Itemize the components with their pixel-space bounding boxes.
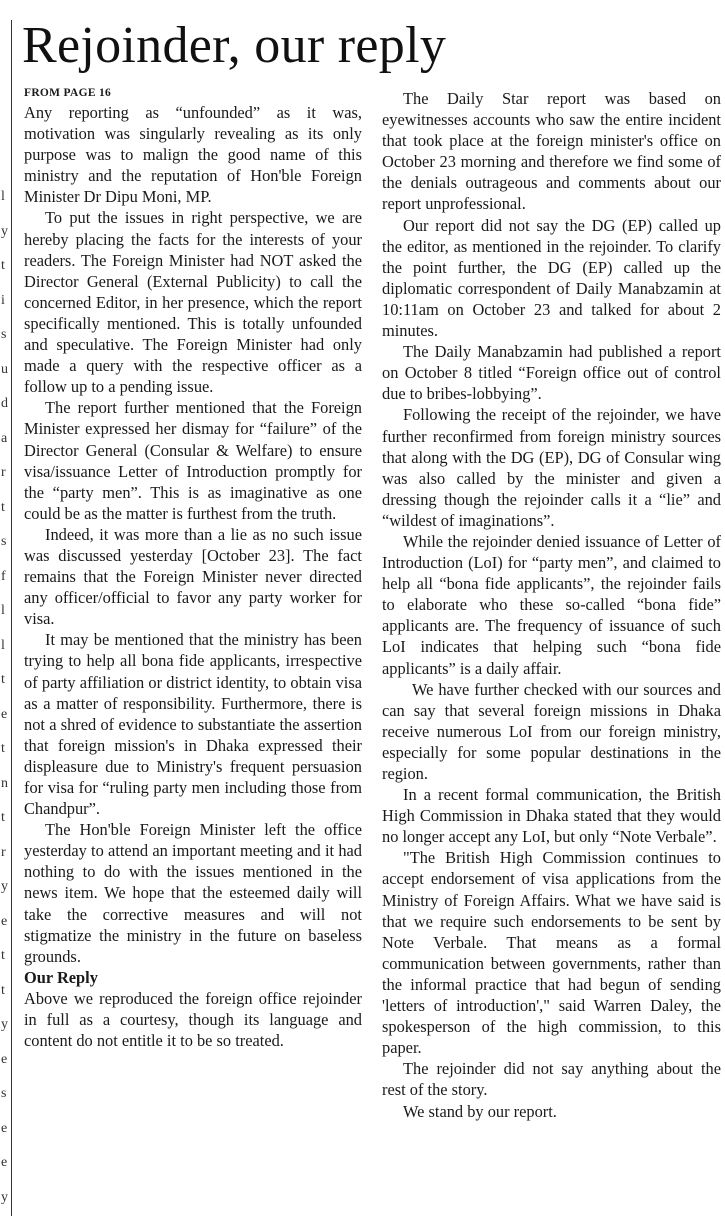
kicker: FROM PAGE 16 bbox=[24, 87, 112, 99]
column-rule bbox=[11, 20, 12, 1216]
gutter-fragment: n bbox=[1, 775, 8, 791]
gutter-fragment: l bbox=[1, 189, 5, 204]
gutter-fragment: s bbox=[1, 327, 7, 342]
gutter-fragment: t bbox=[1, 499, 5, 515]
right-paragraph-1: The Daily Star report was based on eyewitnesses accounts who saw the entire incident that took place at the foreign minister's office on October 23 morning and therefore we find some of the denials outrageous and comments about our report unprofessional. bbox=[382, 89, 721, 214]
left-paragraph-6: The Hon'ble Foreign Minister left the office yesterday to attend an important meeting and it had nothing to do with the issues mentioned in the news item. We hope that the esteemed daily will take the corrective measures and will not stigmatize the ministry in the future on baseless grounds. bbox=[24, 820, 362, 966]
gutter-fragment: s bbox=[1, 1086, 7, 1101]
right-paragraph-5: While the rejoinder denied issuance of Letter of Introduction (LoI) for “party men”, and claimed to help all “bona fide applicants”, the rejoinder fails to elaborate who these so-called “bona fide” applicants are. The frequency of issuance of such LoI indicates that helping such “bona fide applicants” is a daily affair. bbox=[382, 531, 721, 678]
right-paragraph-8: "The British High Commission continues to accept endorsement of visa applications from the Ministry of Foreign Affairs. What we have said is that we require such endorsements to be sent by Note Verbale. That means as a formal communication between governments, rather than the informal practice that had begun of sending 'letters of introduction'," said Warren Daley, the spokesperson of the high commission, to this paper. bbox=[382, 848, 721, 1058]
right-column bbox=[382, 88, 721, 1122]
right-paragraph-4: Following the receipt of the rejoinder, we have further reconfirmed from foreign ministry sources that along with the DG (EP), DG of Consular wing was also called by the minister and given a dressing though the rejoinder calls it a “lie” and “wildest of imaginations”. bbox=[382, 405, 721, 530]
gutter-fragment: s bbox=[1, 534, 7, 549]
gutter-fragment: t bbox=[1, 948, 5, 963]
gutter-fragment: e bbox=[1, 1120, 8, 1136]
left-gutter bbox=[0, 0, 13, 1216]
gutter-fragment: e bbox=[1, 1051, 8, 1067]
gutter-fragment: a bbox=[1, 430, 8, 446]
right-paragraph-9: The rejoinder did not say anything about the rest of the story. bbox=[382, 1059, 721, 1100]
gutter-fragment: t bbox=[1, 982, 5, 998]
headline: Rejoinder, our reply bbox=[22, 17, 447, 74]
right-paragraph-7: In a recent formal communication, the British High Commission in Dhaka stated that they would no longer accept any LoI, but only “Note Verbale”. bbox=[382, 785, 721, 847]
right-paragraph-6: We have further checked with our sources and can say that several foreign missions in Dhaka receive numerous LoI from our foreign ministry, especially for some popular destinations in the region. bbox=[382, 679, 721, 783]
gutter-fragment: u bbox=[1, 361, 8, 377]
gutter-fragment: f bbox=[1, 568, 6, 584]
gutter-fragment: e bbox=[1, 706, 8, 722]
left-closing-paragraph: Above we reproduced the foreign office rejoinder in full as a courtesy, though its language and content do not entitle it to be so treated. bbox=[24, 988, 362, 1051]
left-column bbox=[24, 86, 362, 1051]
gutter-fragment: y bbox=[1, 223, 8, 239]
gutter-fragment: t bbox=[1, 672, 5, 687]
gutter-fragment: d bbox=[1, 396, 8, 411]
gutter-fragment: i bbox=[1, 292, 5, 308]
gutter-fragment: t bbox=[1, 741, 5, 756]
right-paragraph-10: We stand by our report. bbox=[403, 1101, 557, 1121]
gutter-fragment: y bbox=[1, 1189, 8, 1205]
gutter-fragment: t bbox=[1, 258, 5, 273]
gutter-fragment: r bbox=[1, 844, 6, 860]
right-paragraph-3: The Daily Manabzamin had published a report on October 8 titled “Foreign office out of control due to bribes-lobbying”. bbox=[382, 342, 721, 404]
left-paragraph-1: Any reporting as “unfounded” as it was, motivation was singularly revealing as its only purpose was to malign the good name of this ministry and the reputation of Hon'ble Foreign Minister Dr Dipu Moni, MP. bbox=[24, 103, 362, 207]
right-paragraph-2: Our report did not say the DG (EP) called up the editor, as mentioned in the rejoinder. To clarify the point further, the DG (EP) called up the diplomatic correspondent of Daily Manabzamin at 10:11am on October 23 and talked for about 2 minutes. bbox=[382, 215, 721, 341]
gutter-fragment: e bbox=[1, 913, 8, 929]
gutter-fragment: r bbox=[1, 465, 6, 480]
gutter-fragment: e bbox=[1, 1155, 8, 1170]
gutter-fragment: y bbox=[1, 1017, 8, 1032]
subheading-our-reply: Our Reply bbox=[24, 967, 98, 987]
gutter-fragment: l bbox=[1, 603, 5, 618]
left-paragraph-5: It may be mentioned that the ministry has been trying to help all bona fide applicants, irrespective of party affiliation or district identity, to obtain visa as a matter of responsibility. Furthermore, there is not a shred of evidence to substantiate the assertion that foreign mission's in Dhaka expressed their displeasure due to Ministry's frequent persuasion for visa for “ruling party men including those from Chandpur”. bbox=[24, 630, 362, 819]
gutter-fragment: l bbox=[1, 637, 5, 653]
left-paragraph-2: To put the issues in right perspective, we are hereby placing the facts for the interests of your readers. The Foreign Minister had NOT asked the Director General (External Publicity) to call the concerned Editor, in her presence, which the report specifically mentioned. This is totally unfounded and speculative. The Foreign Minister had only made a query with the respective officer as a follow up to a pending issue. bbox=[24, 208, 362, 397]
gutter-fragment: t bbox=[1, 810, 5, 825]
left-paragraph-4: Indeed, it was more than a lie as no such issue was discussed yesterday [October 23]. The fact remains that the Foreign Minister never directed any officer/official to favor any party worker for visa. bbox=[24, 524, 362, 629]
gutter-fragment: y bbox=[1, 879, 8, 894]
left-paragraph-3: The report further mentioned that the Foreign Minister expressed her dismay for “failure” of the Director General (Consular & Welfare) to ensure visa/issuance Letter of Introduction promptly for the “party men”. This is as imaginative as one could be as the matter is furthest from the truth. bbox=[24, 398, 362, 523]
